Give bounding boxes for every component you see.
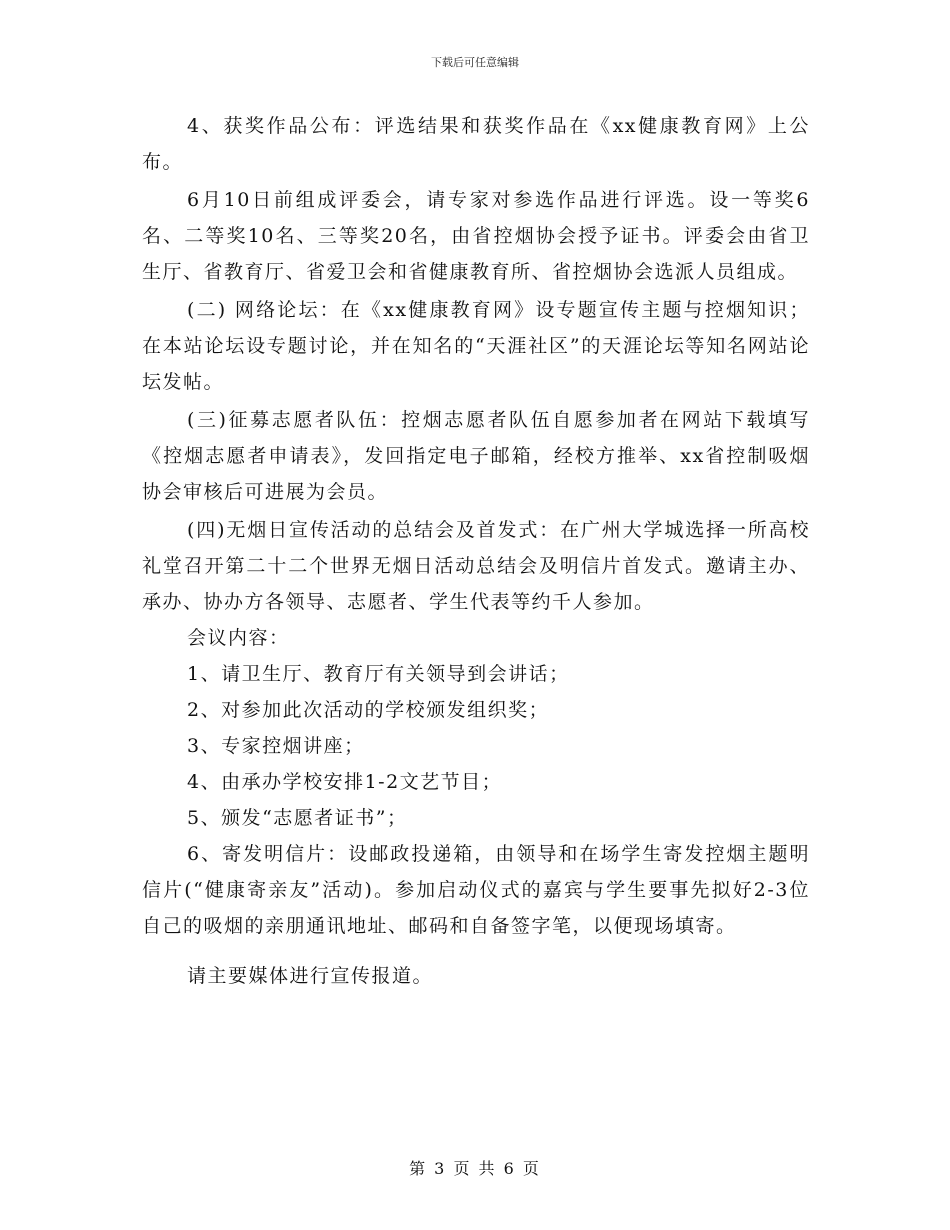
page-header: 下载后可任意编辑 (431, 56, 519, 69)
paragraph-volunteers: (三)征募志愿者队伍：控烟志愿者队伍自愿参加者在网站下载填写《控烟志愿者申请表》，发回指定电子邮箱，经校方推举、xx省控制吸烟协会审核后可进展为会员。 (142, 409, 810, 503)
list-item-2: 2、对参加此次活动的学校颁发组织奖； (187, 699, 550, 721)
paragraph-meeting-content: 会议内容： (187, 627, 290, 649)
paragraph-jury: 6月10日前组成评委会，请专家对参选作品进行评选。设一等奖6名、二等奖10名、三等奖20名，由省控烟协会授予证书。评委会由省卫生厅、省教育厅、省爱卫会和省健康教育所、省控烟协会选派人员组成。 (142, 189, 810, 283)
list-item-1: 1、请卫生厅、教育厅有关领导到会讲话； (187, 663, 570, 685)
page-footer: 第 3 页 共 6 页 (409, 1159, 541, 1178)
paragraph-media: 请主要媒体进行宣传报道。 (187, 965, 434, 987)
list-item-4: 4、由承办学校安排1-2文艺节目； (187, 771, 503, 793)
paragraph-summary-meeting: (四)无烟日宣传活动的总结会及首发式：在广州大学城选择一所高校礼堂召开第二十二个世界无烟日活动总结会及明信片首发式。邀请主办、承办、协办方各领导、志愿者、学生代表等约千人参加。 (142, 519, 810, 613)
list-item-6: 6、寄发明信片：设邮政投递箱，由领导和在场学生寄发控烟主题明信片(“健康寄亲友”活动)。参加启动仪式的嘉宾与学生要事先拟好2-3位自己的吸烟的亲朋通讯地址、邮码和自备签字笔，以便现场填寄。 (142, 843, 810, 937)
paragraph-award-announcement: 4、获奖作品公布：评选结果和获奖作品在《xx健康教育网》上公布。 (142, 115, 810, 173)
list-item-5: 5、颁发“志愿者证书”； (187, 807, 408, 829)
paragraph-online-forum: (二) 网络论坛：在《xx健康教育网》设专题宣传主题与控烟知识；在本站论坛设专题讨论，并在知名的“天涯社区”的天涯论坛等知名网站论坛发帖。 (142, 299, 810, 393)
document-body (142, 108, 810, 994)
list-item-3: 3、专家控烟讲座； (187, 735, 365, 757)
